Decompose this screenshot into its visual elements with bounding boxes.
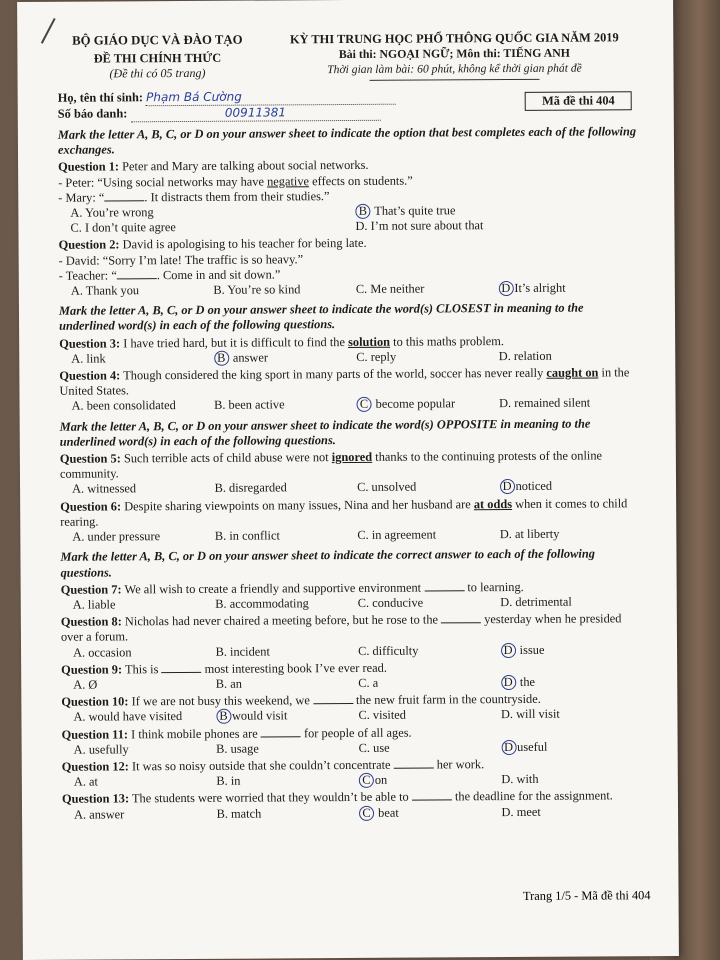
question-label: Question 12: [61,759,129,774]
dialog-text: - Teacher: “ [58,268,117,283]
dialog-text: effects on students.” [308,173,413,188]
candidate-info [58,87,640,123]
question-1 [58,157,640,237]
header-divider [370,78,540,80]
instruction-2: Mark the letter A, B, C, or D on your answer sheet to indicate the word(s) CLOSEST in meaning to the underlined word(s) in each of the following questions. [58,300,584,334]
question-8 [61,611,643,660]
ministry-name: BỘ GIÁO DỤC VÀ ĐÀO TẠO [72,32,243,48]
option-a: A. occasion [73,644,132,660]
question-4 [59,365,641,414]
question-label: Question 6: [60,499,122,514]
option-d: D. detrimental [500,594,572,609]
option-text: noticed [515,479,553,494]
option-c: C. in agreement [357,527,437,543]
pen-mark [41,18,56,44]
exam-content [57,30,644,822]
question-label: Question 13: [61,791,130,807]
option-a: A. liable [72,597,116,612]
option-b [355,202,640,219]
question-label: Question 5: [59,451,121,466]
question-stem: to this maths problem. [390,333,505,349]
option-c: C. Me neither [355,281,425,296]
option-b [214,350,357,366]
option-d: D. meet [501,804,541,819]
option-a: A. under pressure [72,529,161,544]
answer-blank [161,662,201,673]
question-label: Question 1: [58,159,120,175]
question-3 [59,333,641,367]
page-count: (Đề thi có 05 trang) [109,66,206,81]
question-6 [60,496,642,545]
question-stem: Peter and Mary are talking about social networks. [122,158,369,174]
option-text: useful [517,739,548,754]
exam-paper [17,0,679,960]
question-stem: for people of all ages. [300,725,412,740]
exam-title: KỲ THI TRUNG HỌC PHỔ THÔNG QUỐC GIA NĂM 2019 [289,30,619,47]
question-stem: It was so noisy outside that she couldn’t concentrate [131,757,394,774]
option-d: D. relation [498,348,552,363]
option-b: B. in conflict [214,528,280,543]
question-2 [59,235,641,299]
question-label: Question 8: [60,614,122,629]
page-footer: Trang 1/5 - Mã đề thi 404 [522,888,651,903]
question-13 [62,789,644,823]
option-a: A. link [71,351,106,366]
official-label: ĐỀ THI CHÍNH THỨC [93,50,222,66]
option-a: A. witnessed [72,481,137,497]
question-label: Question 3: [59,336,121,351]
name-value: Phạm Bá Cường [146,89,242,104]
option-c: C. unsolved [357,480,417,495]
circled-answer: D [498,281,513,296]
circled-answer: D [501,675,516,690]
option-a: A. been consolidated [71,398,176,414]
question-label: Question 10: [61,694,129,709]
circled-answer: D [501,740,516,755]
question-stem: I think mobile phones are [131,726,261,741]
question-stem: when it comes to child rearing. [60,495,628,529]
option-text: That’s quite true [374,203,456,218]
option-c [357,397,500,413]
option-c [359,772,502,788]
question-label: Question 9: [61,662,123,677]
circled-answer: B [216,709,231,724]
question-stem: If we are not busy this weekend, we [131,693,313,709]
question-stem: yesterday when he presided over a forum. [60,611,622,645]
question-11 [62,724,644,758]
question-stem: thanks to the continuing protests of the online community. [59,448,603,482]
dialog-text: - Peter: “Using social networks may have [58,174,268,190]
exam-header [57,30,639,82]
question-stem: to learning. [464,579,524,594]
option-text: would visit [231,708,288,724]
option-c: C. a [358,675,379,690]
answer-blank [313,693,353,704]
id-label: Số báo danh: [57,106,128,121]
dialog-text: - David: “Sorry I’m late! The traffic is so heavy.” [58,251,304,268]
exam-subject: Bài thi: NGOẠI NGỮ; Môn thi: TIẾNG ANH [338,45,570,62]
option-a: A. You’re wrong [70,205,154,220]
option-b: B. disregarded [214,480,287,496]
circled-answer: D [501,642,516,657]
question-stem: The students were worried that they wouldn’t be able to [131,789,412,806]
question-5 [60,448,642,497]
option-a: A. answer [73,806,125,822]
answer-blank [104,190,144,201]
option-b: B. usage [216,741,259,756]
header-right [269,30,639,81]
option-c: C. visited [358,707,406,723]
option-c: C. conducive [357,595,424,610]
question-stem: Though considered the king sport in many parts of the world, soccer has never really [123,365,547,383]
option-d [501,642,644,658]
question-7 [61,579,643,613]
circled-answer: B [214,351,229,366]
option-a: A. would have visited [73,709,183,725]
option-d: D. I’m not sure about that [355,218,484,234]
circled-answer: C [359,805,374,820]
instruction-3: Mark the letter A, B, C, or D on your answer sheet to indicate the word(s) OPPOSITE in meaning to the underlined word(s) in each of the following questions. [59,416,591,449]
question-label: Question 2: [58,237,120,253]
option-a: A. Thank you [70,283,140,298]
option-b: B. an [215,676,242,691]
answer-blank [261,726,301,737]
exam-code-box: Mã đề thi 404 [525,91,632,111]
question-9 [61,659,643,693]
name-label: Họ, tên thí sinh: [57,89,144,105]
answer-blank [117,268,157,279]
answer-blank [412,790,452,801]
circled-answer: C [359,773,374,788]
question-label: Question 7: [60,582,122,597]
instruction-4: Mark the letter A, B, C, or D on your answer sheet to indicate the correct answer to each of the following questions. [60,546,595,580]
option-c: C. use [358,740,390,755]
underlined-word: ignored [331,449,373,465]
underlined-word: solution [347,334,391,349]
option-d: D. will visit [500,707,560,722]
underlined-word: at odds [473,496,513,511]
question-stem: David is apologising to his teacher for being late. [122,236,367,252]
option-b: B. been active [214,397,285,413]
option-text: on [374,772,388,787]
circled-answer: B [355,204,370,219]
question-10 [61,691,643,725]
header-left [57,33,257,83]
option-d [500,479,643,495]
option-d: D. at liberty [499,526,560,542]
option-c: C. difficulty [358,643,419,658]
question-stem: Despite sharing viewpoints on many issues, Nina and her husband are [124,496,474,514]
option-d [498,280,641,296]
option-text: issue [519,642,545,657]
option-b: B. accommodating [215,596,309,611]
option-c: C. I don’t quite agree [70,220,176,235]
option-a: A. usefully [73,742,129,757]
answer-blank [424,580,464,591]
answer-blank [394,757,434,768]
option-b: B. You’re so kind [213,282,301,297]
option-b [216,708,359,724]
option-d [501,674,644,690]
option-a: A. at [73,774,98,789]
option-a: A. Ø [73,677,98,692]
question-stem: the new fruit farm in the countryside. [352,691,541,708]
question-label: Question 4: [59,368,121,383]
option-c: C. reply [356,349,397,364]
question-stem: most interesting book I’ve ever read. [201,660,387,676]
dialog-text: . Come in and sit down.” [156,267,281,283]
question-stem: I have tried hard, but it is difficult to find the [123,334,349,351]
option-text: become popular [375,396,456,412]
option-text: answer [232,350,269,365]
question-stem: the deadline for the assignment. [451,788,613,804]
underlined-word: caught on [546,365,599,380]
question-label: Question 11: [61,726,129,742]
question-stem: This is [124,661,162,677]
option-b: B. incident [215,643,270,659]
question-12 [62,756,644,790]
question-stem: her work. [433,757,485,772]
option-text: It’s alright [514,280,566,296]
answer-blank [441,612,481,623]
question-stem: We all wish to create a friendly and supportive environment [124,580,425,597]
question-stem: Such terrible acts of child abuse were not [123,450,332,466]
id-value: 00911381 [224,105,287,120]
option-b: B. in [216,773,241,788]
exam-time: Thời gian làm bài: 60 phút, không kể thời gian phát đề [327,61,582,77]
option-d: D. remained silent [498,395,591,411]
circled-answer: C [357,397,372,412]
option-text: the [519,674,536,689]
option-text: beat [378,805,399,820]
instruction-1: Mark the letter A, B, C, or D on your answer sheet to indicate the option that best completes each of the following exchanges. [57,124,637,157]
option-b: B. match [216,806,262,821]
option-c [359,805,502,821]
question-stem: in the United States. [59,365,630,399]
dialog-text: - Mary: “ [58,190,105,205]
option-d [501,739,644,755]
underlined-word: negative [267,173,310,189]
dialog-text: . It distracts them from their studies.” [144,188,330,205]
question-stem: Nicholas had never chaired a meeting before, but he rose to the [124,612,442,629]
circled-answer: D [500,479,515,494]
option-d: D. with [501,771,539,787]
